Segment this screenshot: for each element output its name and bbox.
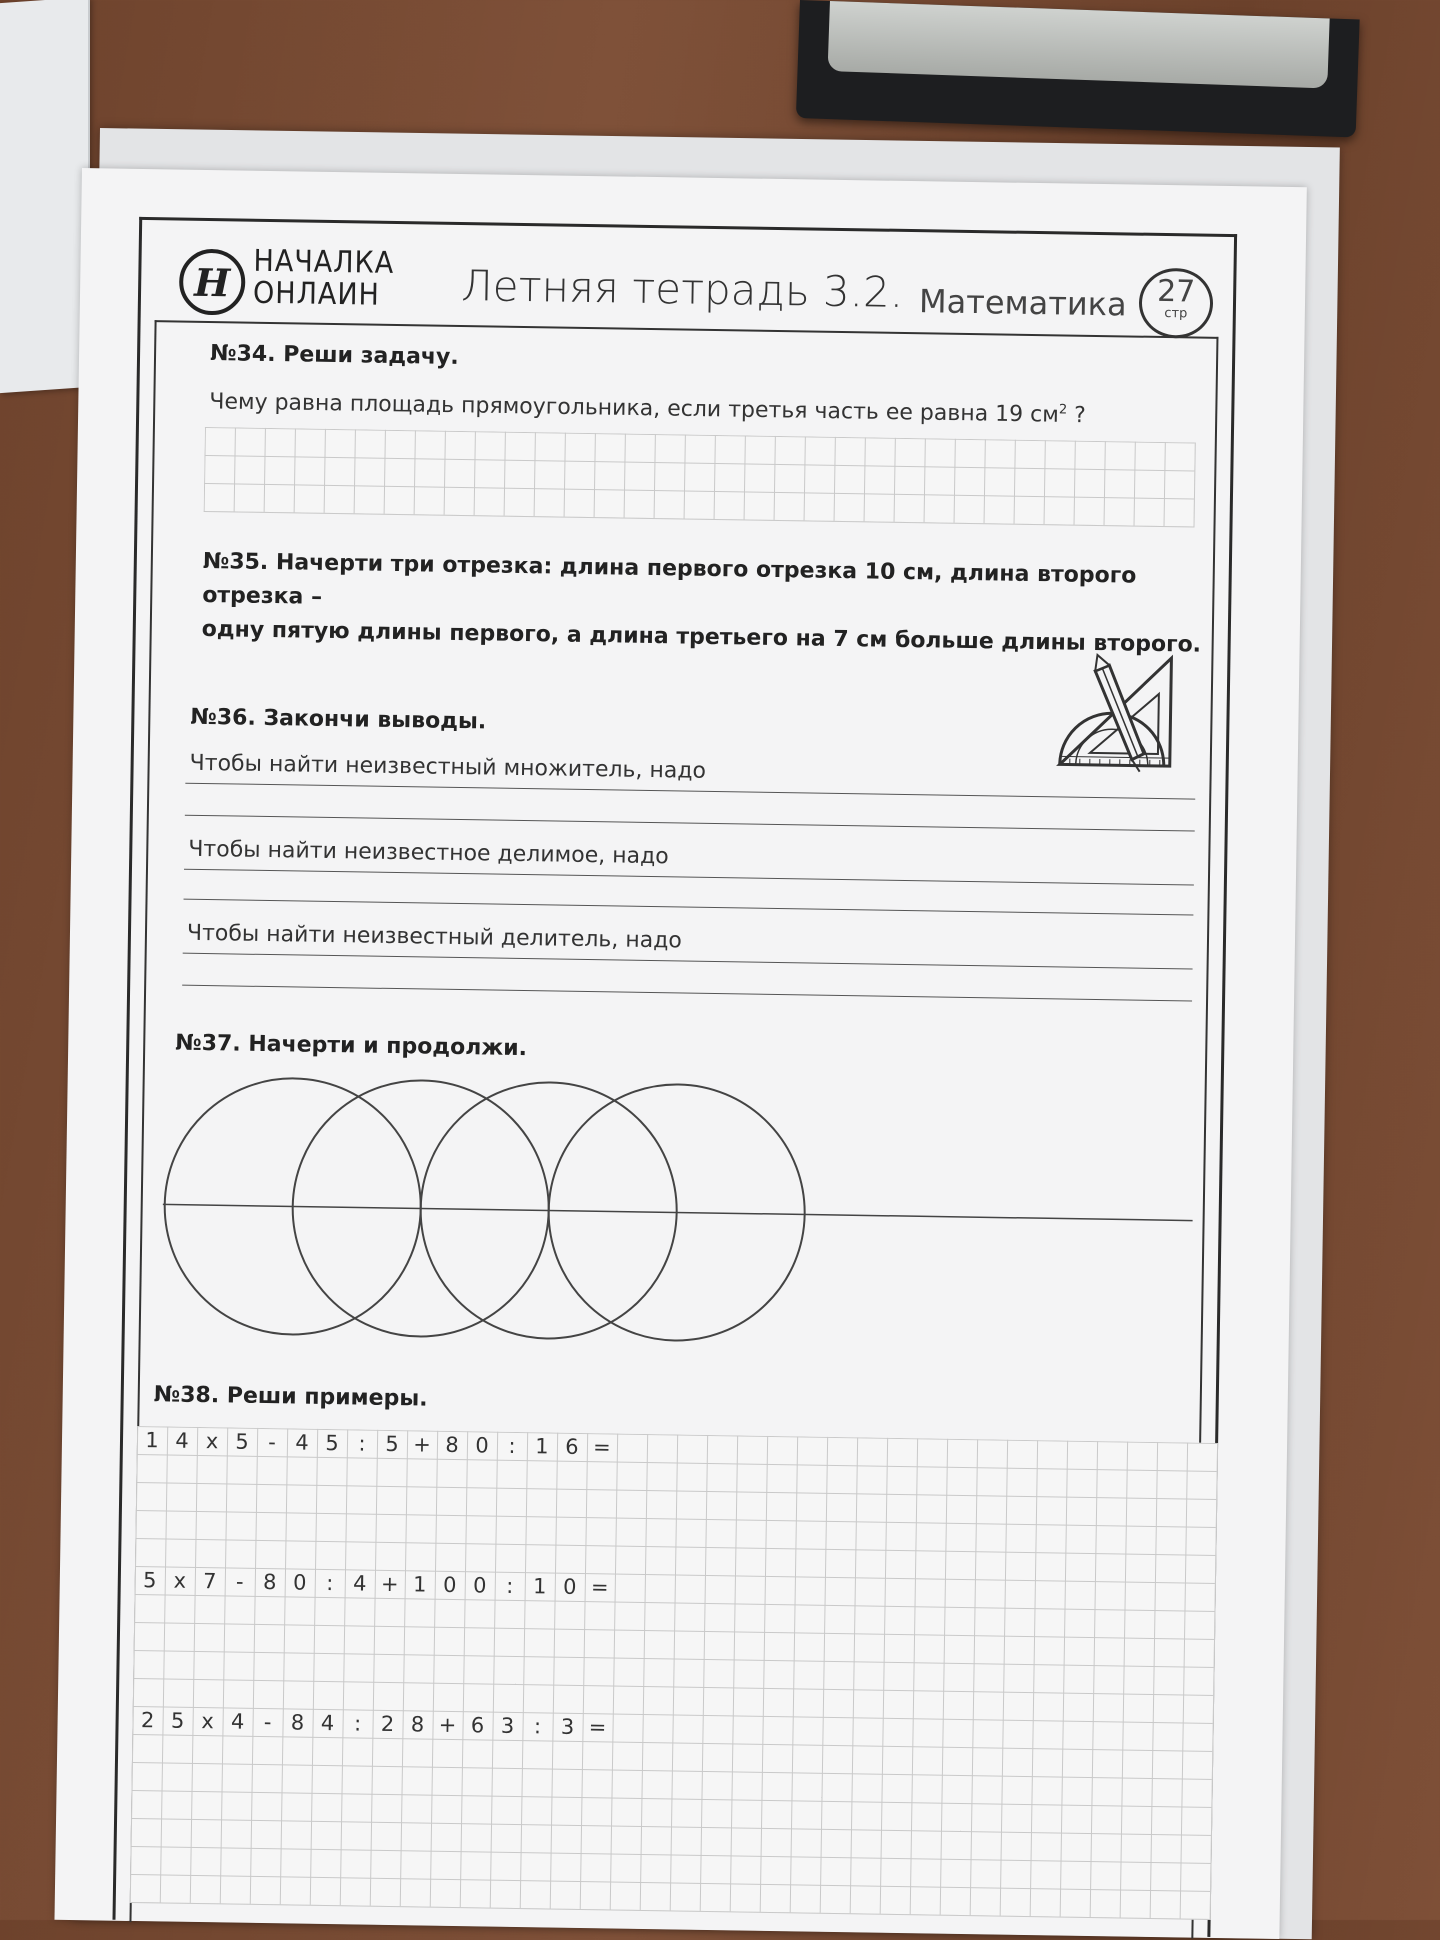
logo-line2: ОНЛАИН xyxy=(253,278,394,312)
example-cell: : xyxy=(342,1709,372,1737)
example-cell: : xyxy=(347,1429,377,1457)
example-cell: - xyxy=(257,1428,287,1456)
example-cell: 1 xyxy=(137,1426,167,1454)
example-cell: 1 xyxy=(405,1570,435,1598)
example-cell: = xyxy=(585,1573,615,1601)
background-notebook xyxy=(0,0,90,393)
page-title: Летняя тетрадь 3.2. xyxy=(461,261,904,317)
example-cell: 0 xyxy=(285,1568,315,1596)
example-cell: - xyxy=(225,1567,255,1595)
example-cell: 5 xyxy=(227,1427,257,1455)
example-cell: 0 xyxy=(435,1571,465,1599)
page-frame xyxy=(112,217,1237,1937)
task36-item-1: Чтобы найти неизвестный множитель, надо xyxy=(189,751,706,784)
example-cell: : xyxy=(495,1572,525,1600)
example-cell: : xyxy=(497,1432,527,1460)
example-cell: + xyxy=(375,1570,405,1598)
page-number: 27 xyxy=(1142,277,1210,308)
answer-line[interactable] xyxy=(184,899,1194,916)
subject-label: Математика xyxy=(919,282,1127,323)
logo-line1: НАЧАЛКА xyxy=(253,246,394,280)
example-cell: 3 xyxy=(492,1712,522,1740)
example-cell: 4 xyxy=(222,1707,252,1735)
task34-question: Чему равна площадь прямоугольника, если третья часть ее равна 19 $см^2$ ? xyxy=(209,389,1086,428)
task35-title: №35. Начерти три отрезка: длина первого отрезка 10 см, длина второго отрезка – одну пятую длины первого, а длина третьего на 7 см больше длины второго. xyxy=(201,545,1202,663)
example-cell: х xyxy=(197,1427,227,1455)
logo-icon: Н xyxy=(179,249,246,316)
example-cell: 3 xyxy=(552,1713,582,1741)
example-cell: 1 xyxy=(527,1432,557,1460)
example-cell: 2 xyxy=(132,1706,162,1734)
worksheet-page xyxy=(54,168,1306,1939)
page-number-badge xyxy=(1138,268,1213,339)
task34-answer-grid[interactable] xyxy=(204,427,1196,528)
answer-line[interactable] xyxy=(185,815,1195,832)
example-cell: 5 xyxy=(317,1429,347,1457)
example-cell: + xyxy=(407,1430,437,1458)
answer-line[interactable] xyxy=(184,869,1194,886)
page-header xyxy=(179,239,1220,335)
logo-text xyxy=(253,246,395,312)
example-cell: : xyxy=(522,1712,552,1740)
example-cell: 5 xyxy=(162,1706,192,1734)
example-cell: 8 xyxy=(255,1568,285,1596)
example-cell: 0 xyxy=(467,1431,497,1459)
task36-item-2: Чтобы найти неизвестное делимое, надо xyxy=(188,837,669,870)
task38-grid[interactable] xyxy=(130,1426,1218,1920)
example-cell: х xyxy=(192,1707,222,1735)
task37-title: №37. Начерти и продолжи. xyxy=(175,1031,527,1062)
answer-line[interactable] xyxy=(183,953,1193,970)
example-cell: 4 xyxy=(312,1709,342,1737)
example-cell: 6 xyxy=(557,1433,587,1461)
example-cell: 4 xyxy=(287,1428,317,1456)
example-cell: 0 xyxy=(465,1571,495,1599)
task38-title: №38. Реши примеры. xyxy=(154,1382,428,1411)
example-cell: 0 xyxy=(555,1573,585,1601)
example-cell: х xyxy=(165,1566,195,1594)
example-cell: + xyxy=(432,1711,462,1739)
example-cell: 5 xyxy=(135,1566,165,1594)
example-cell: 4 xyxy=(167,1426,197,1454)
content-box xyxy=(129,320,1218,1939)
example-cell: 2 xyxy=(372,1710,402,1738)
page-label: стр xyxy=(1142,307,1210,322)
example-cell: 5 xyxy=(377,1430,407,1458)
example-cell: 8 xyxy=(402,1710,432,1738)
example-cell: = xyxy=(582,1713,612,1741)
answer-line[interactable] xyxy=(182,985,1192,1002)
example-cell: 8 xyxy=(437,1431,467,1459)
example-cell: 6 xyxy=(462,1711,492,1739)
circles-pattern xyxy=(161,1072,1205,1358)
background-device xyxy=(796,0,1360,137)
ruler-pencil-icon xyxy=(1050,652,1182,774)
example-cell: - xyxy=(252,1708,282,1736)
task36-item-3: Чтобы найти неизвестный делитель, надо xyxy=(187,921,682,954)
example-cell: 8 xyxy=(282,1708,312,1736)
example-cell: : xyxy=(315,1569,345,1597)
example-cell: = xyxy=(587,1433,617,1461)
task36-title: №36. Закончи выводы. xyxy=(190,705,486,735)
example-cell: 1 xyxy=(525,1572,555,1600)
example-cell: 7 xyxy=(195,1567,225,1595)
example-cell: 4 xyxy=(345,1569,375,1597)
answer-line[interactable] xyxy=(185,783,1195,800)
task34-title: №34. Реши задачу. xyxy=(210,341,459,370)
